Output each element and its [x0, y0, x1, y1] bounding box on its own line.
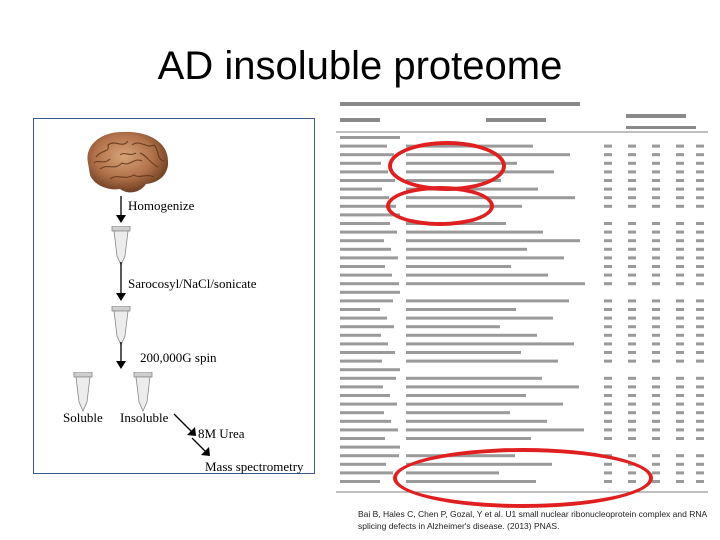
table-row-mark [652, 471, 660, 474]
table-row-mark [652, 360, 660, 363]
table-row-mark [696, 377, 704, 380]
table-row-mark [676, 239, 684, 242]
table-row-mark [696, 196, 704, 199]
table-row-mark [676, 420, 684, 423]
table-row-mark [652, 222, 660, 225]
table-row-mark [628, 385, 636, 388]
table-row-mark [604, 231, 612, 234]
table-row-mark [676, 299, 684, 302]
table-row-mark [628, 222, 636, 225]
table-row-mark [604, 299, 612, 302]
table-row-mark [676, 188, 684, 191]
table-row-mark [340, 222, 390, 225]
table-row-mark [604, 385, 612, 388]
step-mass-spec: Mass spectrometry [205, 459, 304, 474]
table-row-mark [340, 377, 396, 380]
table-row-mark [652, 248, 660, 251]
table-row-mark [676, 196, 684, 199]
table-row-mark [628, 334, 636, 337]
table-row-mark [676, 231, 684, 234]
table-row-mark [340, 480, 380, 483]
table-row-mark [652, 437, 660, 440]
highlight-oval-middle [386, 186, 494, 226]
step-sarcosyl: Sarocosyl/NaCl/sonicate [128, 276, 257, 291]
table-row-mark [628, 317, 636, 320]
table-row-mark [676, 153, 684, 156]
tube-icon [110, 306, 132, 346]
table-row-mark [340, 282, 399, 285]
table-row-mark [676, 394, 684, 397]
table-row-mark [676, 265, 684, 268]
table-row-mark [604, 308, 612, 311]
table-row-mark [652, 205, 660, 208]
table-row-mark [604, 162, 612, 165]
table-row-mark [628, 196, 636, 199]
tube-icon [110, 226, 132, 266]
table-row-mark [652, 385, 660, 388]
table-row-mark [696, 317, 704, 320]
table-row-mark [340, 274, 392, 277]
table-row-mark [340, 411, 384, 414]
table-row-mark [340, 265, 385, 268]
table-row-mark [652, 334, 660, 337]
table-row-mark [340, 153, 394, 156]
table-row-mark [696, 360, 704, 363]
table-row-mark [628, 360, 636, 363]
table-row-mark [340, 471, 393, 474]
table-row-mark [652, 239, 660, 242]
table-row-mark [406, 385, 579, 388]
table-row-mark [604, 239, 612, 242]
table-row-mark [696, 463, 704, 466]
table-row-mark [628, 454, 636, 457]
table-row-mark [604, 153, 612, 156]
table-row-mark [696, 437, 704, 440]
table-row-mark [340, 248, 391, 251]
table-row-mark [652, 231, 660, 234]
table-row-mark [340, 463, 386, 466]
table-row-mark [696, 480, 704, 483]
step-soluble: Soluble [63, 410, 103, 425]
table-row-mark [652, 162, 660, 165]
table-row-mark [676, 437, 684, 440]
table-row-mark [628, 325, 636, 328]
table-row-mark [696, 179, 704, 182]
table-row-mark [340, 420, 391, 423]
table-row-mark [652, 274, 660, 277]
table-row-mark [628, 274, 636, 277]
table-row-mark [652, 428, 660, 431]
table-row-mark [696, 308, 704, 311]
table-row-mark [696, 403, 704, 406]
table-row-mark [628, 239, 636, 242]
table-row-mark [628, 205, 636, 208]
table-row-mark [628, 394, 636, 397]
table-row-mark [652, 325, 660, 328]
table-row-mark [406, 308, 516, 311]
table-row-mark [696, 299, 704, 302]
table-row-mark [652, 265, 660, 268]
table-row-mark [604, 196, 612, 199]
table-row-mark [340, 437, 385, 440]
table-row-mark [406, 403, 563, 406]
table-row-mark [676, 334, 684, 337]
table-row-mark [628, 403, 636, 406]
table-row-mark [652, 308, 660, 311]
table-row-mark [340, 291, 400, 294]
table-row-mark [676, 162, 684, 165]
table-row-mark [340, 196, 389, 199]
table-row-mark [696, 428, 704, 431]
table-row-mark [628, 188, 636, 191]
table-row-mark [652, 480, 660, 483]
table-row-mark [406, 411, 510, 414]
table-row-mark [628, 162, 636, 165]
table-row-mark [628, 411, 636, 414]
table-row-mark [696, 420, 704, 423]
highlight-oval-top [388, 141, 506, 191]
table-row-mark [696, 471, 704, 474]
table-row-mark [340, 317, 387, 320]
table-row-mark [406, 274, 548, 277]
table-row-mark [340, 231, 397, 234]
table-row-mark [652, 342, 660, 345]
table-row-mark [652, 170, 660, 173]
table-row-mark [676, 248, 684, 251]
table-row-mark [676, 360, 684, 363]
table-row-mark [406, 420, 547, 423]
table-row-mark [340, 145, 387, 148]
table-row-mark [696, 231, 704, 234]
table-row-mark [406, 325, 500, 328]
table-row-mark [676, 274, 684, 277]
table-row-mark [628, 153, 636, 156]
table-row-mark [406, 299, 569, 302]
table-row-mark [676, 411, 684, 414]
table-row-mark [340, 188, 382, 191]
table-row-mark [406, 342, 574, 345]
table-row-mark [628, 179, 636, 182]
table-row-mark [604, 403, 612, 406]
table-row-mark [628, 231, 636, 234]
table-row-mark [676, 179, 684, 182]
table-row-mark [604, 377, 612, 380]
brain-image [80, 127, 172, 197]
table-row-mark [604, 428, 612, 431]
table-row-mark [676, 377, 684, 380]
table-row-mark [652, 351, 660, 354]
table-row-mark [604, 342, 612, 345]
table-row-mark [340, 403, 397, 406]
table-row-mark [604, 282, 612, 285]
table-row-mark [696, 153, 704, 156]
highlight-oval-bottom [393, 448, 653, 508]
table-row-mark [406, 360, 558, 363]
table-row-mark [652, 454, 660, 457]
table-row-mark [340, 239, 384, 242]
table-row-mark [652, 463, 660, 466]
table-row-mark [676, 308, 684, 311]
table-row-mark [406, 256, 564, 259]
table-row-mark [676, 454, 684, 457]
table-row-mark [628, 308, 636, 311]
table-row-mark [696, 188, 704, 191]
table-row-mark [340, 446, 400, 449]
table-row-mark [676, 471, 684, 474]
table-row-mark [628, 145, 636, 148]
table-row-mark [340, 179, 395, 182]
table-row-mark [696, 394, 704, 397]
table-row-mark [696, 274, 704, 277]
tube-icon [72, 372, 94, 412]
step-spin: 200,000G spin [140, 350, 217, 365]
slide-title: AD insoluble proteome [157, 44, 563, 88]
table-row-mark [340, 136, 400, 139]
table-row-mark [604, 411, 612, 414]
table-row-mark [696, 162, 704, 165]
table-row-mark [652, 411, 660, 414]
table-row-mark [676, 428, 684, 431]
table-row-mark [696, 256, 704, 259]
table-row-mark [604, 145, 612, 148]
table-row-mark [340, 308, 380, 311]
table-row-mark [676, 317, 684, 320]
table-row-mark [628, 342, 636, 345]
table-row-mark [340, 325, 394, 328]
table-row-mark [676, 170, 684, 173]
table-row-mark [604, 248, 612, 251]
table-row-mark [652, 394, 660, 397]
table-row-mark [604, 265, 612, 268]
table-row-mark [406, 394, 526, 397]
arrow-icon [114, 196, 128, 224]
table-row-mark [340, 351, 395, 354]
table-row-mark [696, 205, 704, 208]
table-row-mark [604, 334, 612, 337]
table-row-mark [340, 394, 390, 397]
table-row-mark [696, 170, 704, 173]
table-row-mark [406, 248, 527, 251]
table-row-mark [340, 256, 398, 259]
table-row-mark [652, 299, 660, 302]
table-row-mark [696, 334, 704, 337]
table-row-mark [696, 248, 704, 251]
table-row-mark [696, 342, 704, 345]
citation-text: Bai B, Hales C, Chen P, Gozal, Y et al. U1 small nuclear ribonucleoprotein complex and RNA splicing defects in Alzheimer's disease. (2013) PNAS. [358, 509, 707, 531]
table-row-mark [652, 188, 660, 191]
table-row-mark [604, 205, 612, 208]
table-row-mark [652, 403, 660, 406]
table-row-mark [604, 437, 612, 440]
table-row-mark [652, 282, 660, 285]
table-row-mark [604, 256, 612, 259]
table-row-mark [604, 222, 612, 225]
table-row-mark [604, 188, 612, 191]
table-row-mark [676, 325, 684, 328]
table-row-mark [628, 428, 636, 431]
table-row-mark [604, 274, 612, 277]
table-row-mark [628, 170, 636, 173]
table-row-mark [604, 325, 612, 328]
table-row-mark [604, 394, 612, 397]
table-row-mark [628, 282, 636, 285]
table-row-mark [696, 385, 704, 388]
table-row-mark [696, 325, 704, 328]
table-row-mark [696, 239, 704, 242]
table-row-mark [696, 351, 704, 354]
table-row-mark [340, 368, 400, 371]
table-row-mark [628, 265, 636, 268]
table-row-mark [628, 299, 636, 302]
table-row-mark [652, 256, 660, 259]
table-row-mark [340, 299, 393, 302]
table-row-mark [652, 196, 660, 199]
table-row-mark [628, 437, 636, 440]
table-row-mark [406, 231, 543, 234]
table-row-mark [604, 170, 612, 173]
arrow-icon [190, 436, 212, 458]
arrow-icon [172, 412, 198, 438]
table-row-mark [406, 239, 580, 242]
table-row-mark [406, 282, 585, 285]
table-row-mark [406, 351, 521, 354]
table-row-mark [676, 351, 684, 354]
table-row-mark [340, 334, 381, 337]
table-row-mark [676, 256, 684, 259]
table-row-mark [604, 360, 612, 363]
table-row-mark [628, 351, 636, 354]
table-row-mark [604, 351, 612, 354]
table-row-mark [406, 377, 542, 380]
table-row-mark [652, 179, 660, 182]
table-row-mark [604, 317, 612, 320]
table-row-mark [676, 385, 684, 388]
step-homogenize: Homogenize [128, 198, 195, 213]
table-row-mark [406, 317, 553, 320]
table-row-mark [406, 428, 584, 431]
table-row-mark [696, 145, 704, 148]
table-row-mark [604, 179, 612, 182]
table-row-mark [676, 480, 684, 483]
step-urea: 8M Urea [198, 426, 245, 441]
table-row-mark [406, 437, 531, 440]
table-row-mark [340, 162, 381, 165]
table-row-mark [696, 265, 704, 268]
table-row-mark [628, 377, 636, 380]
table-row-mark [696, 222, 704, 225]
table-row-mark [652, 145, 660, 148]
table-row-mark [652, 420, 660, 423]
table-row-mark [676, 282, 684, 285]
table-row-mark [652, 153, 660, 156]
table-row-mark [652, 377, 660, 380]
table-row-mark [406, 334, 537, 337]
tube-icon [132, 372, 154, 412]
arrow-icon [114, 342, 128, 370]
table-row-mark [628, 256, 636, 259]
table-row-mark [676, 463, 684, 466]
table-row-mark [676, 145, 684, 148]
arrow-icon [114, 262, 128, 302]
table-row-mark [628, 420, 636, 423]
table-row-mark [696, 411, 704, 414]
table-row-mark [340, 454, 399, 457]
table-row-mark [406, 265, 511, 268]
table-row-mark [604, 420, 612, 423]
step-insoluble: Insoluble [120, 410, 169, 425]
table-row-mark [676, 342, 684, 345]
table-row-mark [652, 317, 660, 320]
table-row-mark [340, 342, 388, 345]
table-row-mark [676, 205, 684, 208]
table-row-mark [696, 282, 704, 285]
table-row-mark [676, 222, 684, 225]
table-row-mark [340, 170, 388, 173]
table-row-mark [628, 248, 636, 251]
table-row-mark [340, 385, 383, 388]
table-row-mark [340, 428, 398, 431]
table-row-mark [696, 454, 704, 457]
table-row-mark [340, 360, 382, 363]
table-row-mark [676, 403, 684, 406]
